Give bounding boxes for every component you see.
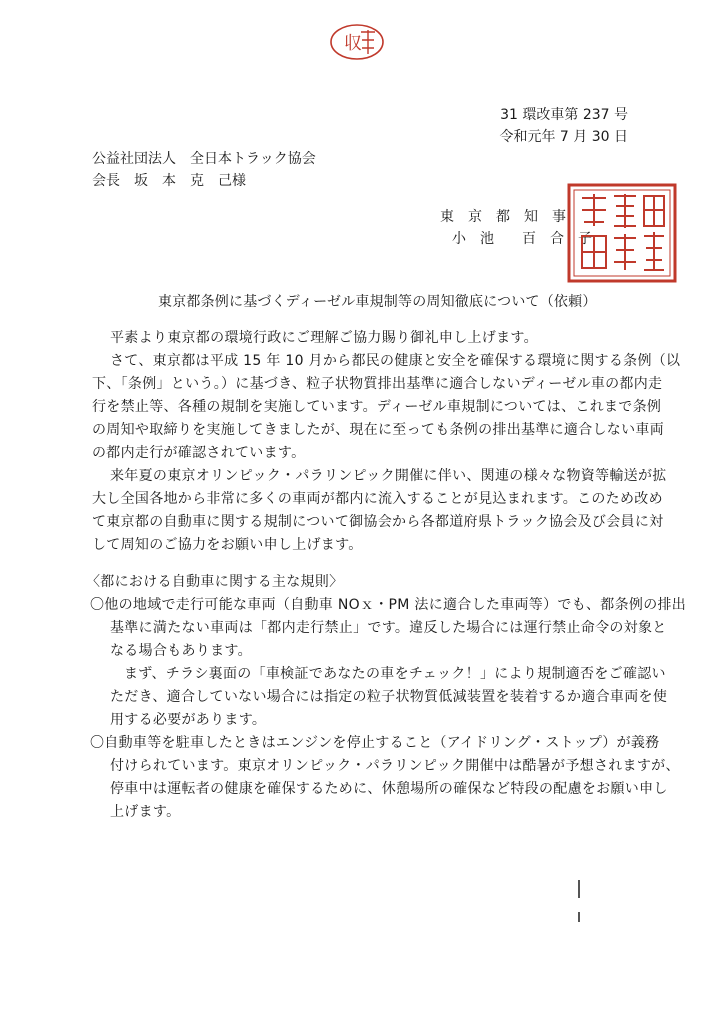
body-line: 行を禁止等、各種の規制を実施しています。ディーゼル車規制については、これまで条例 [92,399,662,415]
document-date: 令和元年 7 月 30 日 [499,129,628,145]
recipient-org: 公益社団法人 全日本トラック協会 [92,151,316,167]
document-number: 31 環改車第 237 号 [500,107,628,123]
rules-line: 付けられています。東京オリンピック・パラリンピック開催中は酷暑が予想されますが、 [110,758,680,774]
body-line: 大し全国各地から非常に多くの車両が都内に流入することが見込まれます。このため改め [92,491,663,507]
rules-line: 用する必要があります。 [110,712,267,728]
body-line: さて、東京都は平成 15 年 10 月から都民の健康と安全を確保する環境に関する条例（以 [110,353,681,369]
rules-line: 上げます。 [110,804,181,820]
rules-line: なる場合もあります。 [110,643,252,659]
rules-line: まず、チラシ裏面の「車検証であなたの車をチェック！」により規制適否をご確認い [124,666,666,682]
body-line: の都内走行が確認されています。 [92,445,306,461]
sender-org: 東 京 都 知 事 [440,209,566,225]
body-line: 平素より東京都の環境行政にご理解ご協力賜り御礼申し上げます。 [110,330,538,346]
recipient-name: 会長 坂 本 克 己様 [92,173,246,189]
body-line: 来年夏の東京オリンピック・パラリンピック開催に伴い、関連の様々な物資等輸送が拡 [110,468,667,484]
body-line: の周知や取締りを実施してきましたが、現在に至っても条例の排出基準に適合しない車両 [92,422,664,438]
rules-line: 停車中は運転者の健康を確保するために、休憩場所の確保など特段の配慮をお願い申し [110,781,668,797]
received-stamp [328,22,386,62]
official-seal [566,182,678,284]
rules-line: 〇自動車等を駐車したときはエンジンを停止すること（アイドリング・ストップ）が義務 [90,735,660,751]
rules-line: ただき、適合していない場合には指定の粒子状物質低減装置を装着するか適合車両を使 [110,689,668,705]
scan-mark [578,880,580,898]
body-line: 下、「条例」という。）に基づき、粒子状物質排出基準に適合しないディーゼル車の都内走 [92,376,663,392]
sender-name: 小 池 百 合 子 [452,231,592,247]
rules-line: 基準に満たない車両は「都内走行禁止」です。違反した場合には運行禁止命令の対象と [110,620,667,636]
document-title: 東京都条例に基づくディーゼル車規制等の周知徹底について（依頼） [158,294,597,310]
scan-mark [578,912,580,922]
rules-heading: 〈都における自動車に関する主な規則〉 [86,574,344,590]
body-line: して周知のご協力をお願い申し上げます。 [92,537,363,553]
rules-line: 〇他の地域で走行可能な車両（自動車 NOｘ・PM 法に適合した車両等）でも、都条例の排出 [90,597,687,613]
received-stamp-text: 収 [344,33,362,54]
body-line: て東京都の自動車に関する規制について御協会から各都道府県トラック協会及び会員に対 [92,514,664,530]
